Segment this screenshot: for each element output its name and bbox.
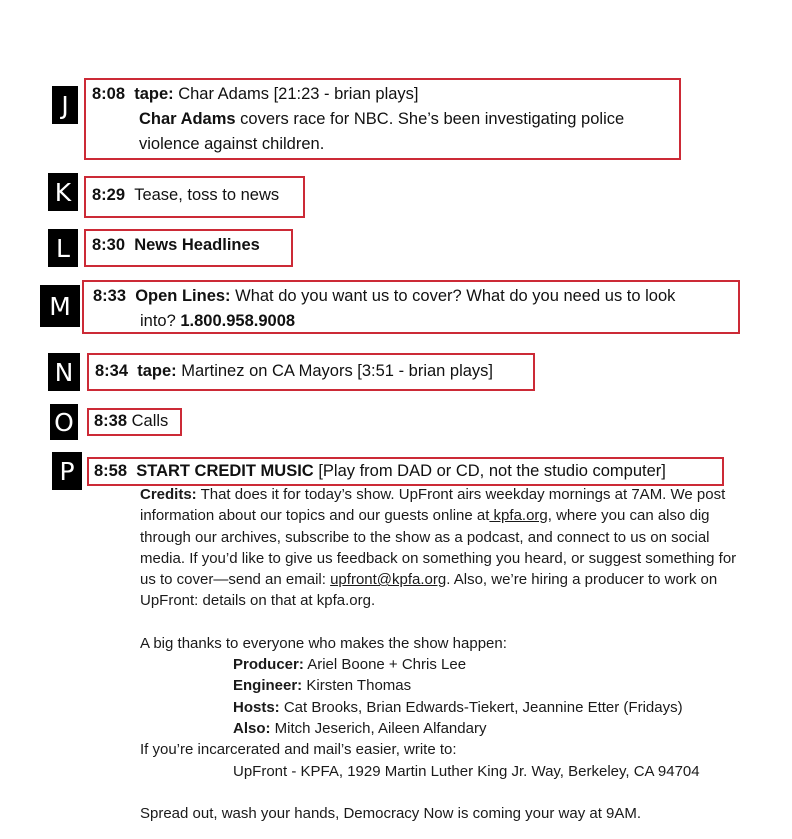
mailing-address: UpFront - KPFA, 1929 Martin Luther King Jr. Way, Berkeley, CA 94704: [233, 762, 700, 780]
segment-letter-n: N: [48, 353, 80, 391]
segment-label: tape:: [137, 362, 177, 380]
segment-letter-j: J: [52, 86, 78, 124]
engineer-line: [140, 675, 740, 696]
credits-text-2: , where you can also dig through our archives, subscribe to the show as a podcast, and connect to us on social media. If you’d like to give us feedback on something you heard, or suggest something for us to cover—send an email:: [140, 507, 737, 589]
segment-box-m: [82, 280, 740, 334]
segment-text: What do you want us to cover? What do you need us to look: [230, 287, 676, 305]
segment-label: News Headlines: [134, 236, 260, 254]
also-line: [140, 718, 740, 739]
guest-description: covers race for NBC. She’s been investigating police: [235, 110, 625, 128]
segment-letter-l: L: [48, 229, 78, 267]
segment-letter-k: K: [48, 173, 78, 211]
mail-intro: If you’re incarcerated and mail’s easier, write to:: [140, 741, 457, 759]
credits-text: That does it for today’s show. UpFront airs weekday mornings at 7AM. We post information about our topics and our guests online at: [140, 486, 726, 525]
segment-label: START CREDIT MUSIC: [136, 462, 314, 480]
producer-label: Producer:: [233, 656, 304, 674]
segment-box-j: [84, 78, 681, 160]
kpfa-link[interactable]: kpfa.org: [489, 507, 548, 525]
engineer-label: Engineer:: [233, 677, 303, 695]
hosts-line: [140, 697, 740, 718]
producer-line: [140, 654, 740, 675]
segment-box-l: [84, 229, 293, 267]
segment-box-o: [87, 408, 182, 436]
phone-number: 1.800.958.9008: [180, 312, 296, 330]
thanks-line: A big thanks to everyone who makes the show happen:: [140, 634, 507, 652]
segment-time: 8:33: [93, 287, 127, 305]
segment-letter-p: P: [52, 452, 82, 490]
segment-text: [Play from DAD or CD, not the studio computer]: [313, 462, 666, 480]
segment-time: 8:58: [94, 462, 128, 480]
credits-label: Credits:: [140, 486, 197, 503]
hosts-names: Cat Brooks, Brian Edwards-Tiekert, Jeannine Etter (Fridays): [279, 698, 683, 716]
also-names: Mitch Jeserich, Aileen Alfandary: [270, 719, 487, 737]
credits-text-3: . Also, we’re hiring a producer to work on UpFront: details on that at kpfa.org.: [140, 571, 718, 610]
segment-text: Tease, toss to news: [134, 186, 280, 204]
segment-letter-o: O: [50, 404, 78, 440]
credits-paragraph: [140, 484, 740, 612]
segment-text: Martinez on CA Mayors [3:51 - brian plays]: [181, 362, 494, 380]
hosts-label: Hosts:: [233, 698, 280, 716]
segment-box-n: [87, 353, 535, 391]
segment-text-cont: into?: [140, 312, 181, 330]
email-link[interactable]: upfront@kpfa.org: [330, 571, 447, 589]
credits-block: [140, 484, 740, 824]
segment-text: Calls: [131, 412, 169, 430]
segment-text: Char Adams [21:23 - brian plays]: [178, 85, 419, 103]
segment-time: 8:30: [92, 236, 126, 254]
segment-box-p: [87, 457, 724, 486]
guest-description-cont: violence against children.: [139, 135, 325, 153]
segment-time: 8:29: [92, 186, 126, 204]
segment-label: tape:: [134, 85, 174, 103]
segment-time: 8:08: [92, 85, 126, 103]
segment-label: Open Lines:: [135, 287, 231, 305]
guest-name: Char Adams: [139, 110, 236, 128]
producer-names: Ariel Boone + Chris Lee: [303, 656, 467, 674]
segment-letter-m: M: [40, 285, 80, 327]
also-label: Also:: [233, 719, 271, 737]
segment-box-k: [84, 176, 305, 218]
segment-time: 8:38: [94, 412, 128, 430]
closing-line: Spread out, wash your hands, Democracy Now is coming your way at 9AM.: [140, 804, 642, 822]
segment-time: 8:34: [95, 362, 129, 380]
engineer-name: Kirsten Thomas: [302, 677, 412, 695]
